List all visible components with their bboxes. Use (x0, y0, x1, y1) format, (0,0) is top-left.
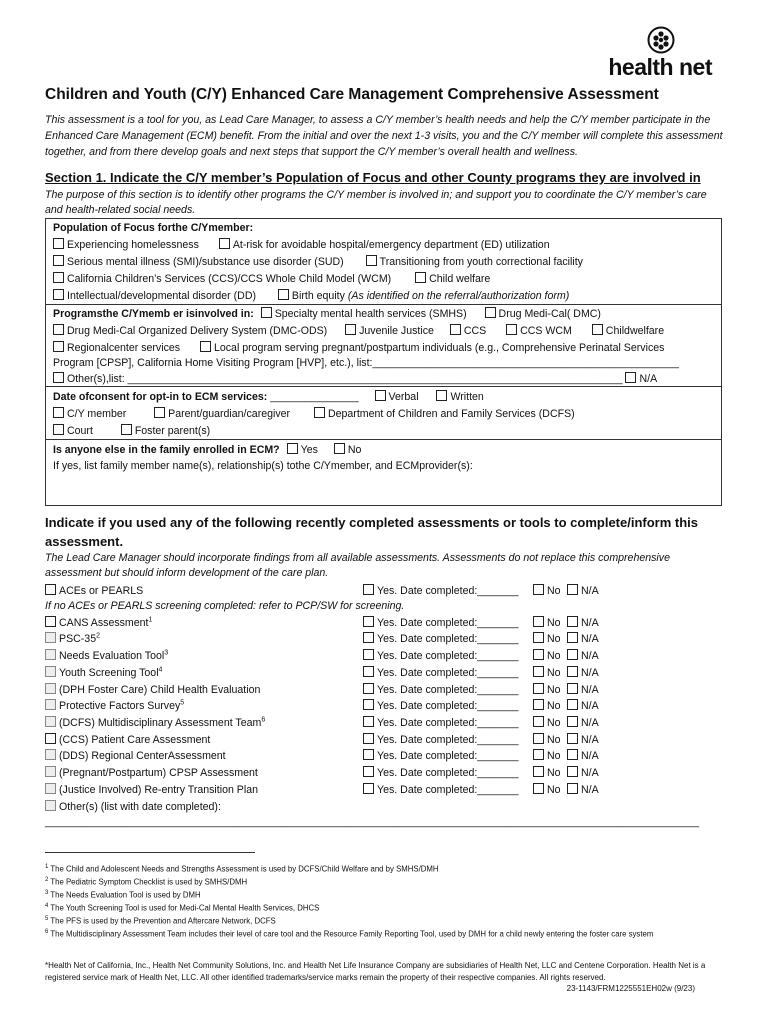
checkbox-regional-center[interactable] (53, 341, 64, 352)
assessment-label: Protective Factors Survey (59, 700, 181, 712)
checkbox-assessment[interactable] (45, 666, 56, 677)
consent-row-3 (53, 424, 210, 437)
no-label: No (547, 717, 561, 729)
assessments-heading: Indicate if you used any of the following recently completed assessments or tools to complete/inform this assessment. (45, 515, 699, 549)
checkbox-dmc[interactable] (485, 307, 496, 318)
checkbox-na[interactable] (567, 584, 578, 595)
label-birth-equity: Birth equity (291, 290, 345, 302)
checkbox-assessment[interactable] (45, 699, 56, 710)
footnote (45, 875, 725, 888)
checkbox-programs-na[interactable] (625, 372, 636, 383)
footnote-number: 5 (45, 916, 49, 922)
assessment-label: (Pregnant/Postpartum) CPSP Assessment (59, 767, 258, 779)
checkbox-written[interactable] (436, 390, 447, 401)
footnote-divider (45, 852, 255, 853)
assessment-row-others (45, 800, 725, 816)
footnote (45, 914, 725, 927)
label-dd: Intellectual/developmental disorder (DD) (67, 290, 257, 302)
checkbox-no[interactable] (533, 683, 544, 694)
checkbox-na[interactable] (567, 733, 578, 744)
assessment-row (45, 699, 725, 715)
checkbox-yes[interactable] (363, 699, 374, 710)
label-ccs: California Children’s Services (CCS)/CCS Whole Child Model (WCM) (67, 273, 392, 285)
assessment-row (45, 749, 725, 765)
assessment-row (45, 649, 725, 665)
checkbox-no[interactable] (533, 733, 544, 744)
checkbox-cy-member[interactable] (53, 407, 64, 418)
na-label: N/A (581, 767, 599, 779)
na-label: N/A (581, 734, 599, 746)
assessment-row (45, 616, 725, 632)
assessments-note: The Lead Care Manager should incorporate findings from all available assessments. Assessments do not replace this comprehensive assessment but should inform development of the care plan. (45, 552, 670, 579)
label-foster-parent: Foster parent(s) (134, 425, 211, 437)
checkbox-no[interactable] (533, 632, 544, 643)
label-program-childwelfare: Childwelfare (605, 325, 665, 337)
yes-date-label: Yes. Date completed:_______ (377, 684, 519, 696)
section1-heading: Section 1. Indicate the C/Y member’s Population of Focus and other County programs they are involved in (45, 170, 701, 185)
birth-equity-note: (As identified on the referral/authorization form) (347, 290, 570, 302)
checkbox-no[interactable] (533, 766, 544, 777)
yes-date-label: Yes. Date completed:_______ (377, 750, 519, 762)
checkbox-family-no[interactable] (334, 443, 345, 454)
checkbox-ccs[interactable] (53, 272, 64, 283)
yes-date-label: Yes. Date completed:_______ (377, 717, 519, 729)
checkbox-assessment[interactable] (45, 584, 56, 595)
assessment-row (45, 683, 725, 699)
assessment-row (45, 716, 725, 732)
checkbox-program-ccs[interactable] (450, 324, 461, 335)
label-cy-member: C/Y member (67, 408, 127, 420)
checkbox-verbal[interactable] (375, 390, 386, 401)
pof-row-4 (53, 289, 569, 302)
yes-date-label: Yes. Date completed:_______ (377, 700, 519, 712)
checkbox-ccs-wcm[interactable] (506, 324, 517, 335)
checkbox-smi[interactable] (53, 255, 64, 266)
label-ed: At-risk for avoidable hospital/emergency department (ED) utilization (232, 239, 550, 251)
assessment-row (45, 766, 725, 782)
footnote-number: 3 (45, 890, 49, 896)
checkbox-no[interactable] (533, 666, 544, 677)
label-court: Court (67, 425, 93, 437)
footnote-ref: 6 (261, 716, 266, 724)
label-programs-na: N/A (639, 373, 658, 385)
na-label: N/A (581, 585, 599, 597)
checkbox-yes[interactable] (363, 649, 374, 660)
label-other-programs: Other(s),list: ____________________________________________________________________________________ (67, 373, 623, 385)
no-label: No (547, 767, 561, 779)
label-correctional: Transitioning from youth correctional facility (379, 256, 583, 268)
assessment-label: Needs Evaluation Tool (59, 650, 165, 662)
consent-label: Date ofconsent for opt-in to ECM services: (53, 391, 268, 403)
checkbox-yes[interactable] (363, 783, 374, 794)
checkbox-na[interactable] (567, 699, 578, 710)
checkbox-no[interactable] (533, 699, 544, 710)
local-program-list[interactable]: Program [CPSP], California Home Visiting Program [HVP], etc.), list:____________________________________________________ (53, 357, 679, 369)
family-box (45, 439, 722, 506)
footnote-text: The Multidisciplinary Assessment Team includes their level of care tool and the Resource Family Reporting Tool, used by DMH for a child newly entering the foster care system (50, 929, 654, 939)
population-of-focus-box (45, 218, 722, 305)
footnote-ref: 4 (158, 666, 163, 674)
section1-purpose: The purpose of this section is to identify other programs the C/Y member is involved in; and support you to coordinate the C/Y member’s care and health-related social needs. (45, 189, 707, 216)
family-question: Is anyone else in the family enrolled in ECM? (53, 444, 280, 456)
assessment-label: PSC-35 (59, 633, 97, 645)
no-label: No (547, 784, 561, 796)
footnote-ref: 3 (164, 649, 169, 657)
yes-date-label: Yes. Date completed:_______ (377, 650, 519, 662)
assessment-row (45, 632, 725, 648)
na-label: N/A (581, 700, 599, 712)
na-label: N/A (581, 617, 599, 629)
yes-date-label: Yes. Date completed:_______ (377, 617, 519, 629)
label-regional-center: Regionalcenter services (67, 342, 181, 354)
yes-date-label: Yes. Date completed:_______ (377, 767, 519, 779)
checkbox-na[interactable] (567, 749, 578, 760)
footnote-number: 4 (45, 903, 49, 909)
pof-row-3 (53, 272, 490, 285)
label-written: Written (450, 391, 484, 403)
brand-name: health net (608, 54, 712, 80)
footnote-number: 1 (45, 864, 49, 870)
checkbox-assessment[interactable] (45, 716, 56, 727)
footnote-ref: 5 (180, 699, 185, 707)
checkbox-local-program[interactable] (200, 341, 211, 352)
no-label: No (547, 684, 561, 696)
checkbox-smhs[interactable] (261, 307, 272, 318)
checkbox-assessment[interactable] (45, 766, 56, 777)
footnote-text: The Child and Adolescent Needs and Strengths Assessment is used by DCFS/Child Welfare and by SMHS/DMH (50, 864, 439, 874)
checkbox-family-yes[interactable] (287, 443, 298, 454)
no-label: No (547, 650, 561, 662)
programs-row-1 (53, 307, 601, 320)
checkbox-court[interactable] (53, 424, 64, 435)
footnote-text: The Youth Screening Tool is used for Medi-Cal Mental Health Services, DHCS (50, 903, 320, 913)
programs-row-2 (53, 324, 664, 337)
footnote (45, 862, 725, 875)
consent-row-2 (53, 407, 575, 420)
checkbox-assessment[interactable] (45, 749, 56, 760)
checkbox-yes[interactable] (363, 733, 374, 744)
footnote (45, 901, 725, 914)
checkbox-child-welfare[interactable] (415, 272, 426, 283)
label-smhs: Specialty mental health services (SMHS) (274, 308, 467, 320)
assessment-label: (DCFS) Multidisciplinary Assessment Team (59, 717, 262, 729)
disclaimer: *Health Net of California, Inc., Health Net Community Solutions, Inc. and Health Net Life Insurance Company are subsidiaries of Health Net, LLC and Centene Corporation. Health Net is a registered service mark of Health Net, LLC. All other identified trademarks/service marks remain the property of their respective companies. All rights reserved. (45, 961, 706, 982)
checkbox-no[interactable] (533, 783, 544, 794)
checkbox-no[interactable] (533, 749, 544, 760)
checkbox-birth-equity[interactable] (278, 289, 289, 300)
footnote-text: The Pediatric Symptom Checklist is used by SMHS/DMH (50, 877, 248, 887)
checkbox-juvenile-justice[interactable] (345, 324, 356, 335)
assessment-row (45, 733, 725, 749)
checkbox-assessment[interactable] (45, 783, 56, 794)
footnote-ref: 1 (148, 616, 153, 624)
checkbox-yes[interactable] (363, 584, 374, 595)
assessment-label: (CCS) Patient Care Assessment (59, 734, 211, 746)
yes-date-label: Yes. Date completed:_______ (377, 667, 519, 679)
na-label: N/A (581, 717, 599, 729)
checkbox-no[interactable] (533, 716, 544, 727)
no-label: No (547, 585, 561, 597)
checkbox-na[interactable] (567, 683, 578, 694)
no-label: No (547, 633, 561, 645)
footnote-text: The PFS is used by the Prevention and Aftercare Network, DCFS (50, 916, 276, 926)
checkbox-dcfs[interactable] (314, 407, 325, 418)
footnote-number: 2 (45, 877, 49, 883)
yes-date-label: Yes. Date completed:_______ (377, 734, 519, 746)
yes-date-label: Yes. Date completed:_______ (377, 585, 519, 597)
other-assessment-line[interactable]: _______________________________________________________________________________________________________________ (45, 816, 699, 828)
consent-date-field[interactable]: _______________ (270, 391, 359, 403)
checkbox-yes[interactable] (363, 766, 374, 777)
consent-row-1 (53, 390, 484, 403)
health-net-logo-icon (647, 26, 675, 54)
label-dmc-ods: Drug Medi-Cal Organized Delivery System (DMC-ODS) (67, 325, 328, 337)
label-verbal: Verbal (388, 391, 419, 403)
checkbox-yes[interactable] (363, 749, 374, 760)
na-label: N/A (581, 650, 599, 662)
checkbox-assessment[interactable] (45, 649, 56, 660)
checkbox-yes[interactable] (363, 683, 374, 694)
checkbox-assessment[interactable] (45, 616, 56, 627)
programs-box (45, 304, 722, 387)
checkbox-no[interactable] (533, 616, 544, 627)
checkbox-yes[interactable] (363, 666, 374, 677)
pof-label: Population of Focus forthe C/Ymember: (53, 222, 254, 234)
footnote-number: 6 (45, 929, 49, 935)
checkbox-na[interactable] (567, 649, 578, 660)
na-label: N/A (581, 684, 599, 696)
label-dmc: Drug Medi-Cal( DMC) (498, 308, 601, 320)
checkbox-foster-parent[interactable] (121, 424, 132, 435)
checkbox-na[interactable] (567, 616, 578, 627)
intro-text: This assessment is a tool for you, as Lead Care Manager, to assess a C/Y member’s health needs and help the C/Y member participate in the Enhanced Care Management (ECM) benefit. From the initial and over the next 1-3 visits, you and the C/Y member will complete this assessment together, and from there develop goals and next steps that support the C/Y member’s overall health and wellness. (45, 114, 723, 158)
checkbox-yes[interactable] (363, 616, 374, 627)
assessment-label: (DDS) Regional CenterAssessment (59, 750, 226, 762)
checkbox-ed[interactable] (219, 238, 230, 249)
checkbox-na[interactable] (567, 666, 578, 677)
no-label: No (547, 750, 561, 762)
na-label: N/A (581, 633, 599, 645)
programs-row-3 (53, 341, 664, 354)
page-title: Children and Youth (C/Y) Enhanced Care Management Comprehensive Assessment (45, 86, 659, 103)
assessment-label: ACEs or PEARLS (59, 585, 144, 597)
pof-row-2 (53, 255, 583, 268)
no-label: No (547, 734, 561, 746)
label-program-ccs: CCS (463, 325, 487, 337)
na-label: N/A (581, 784, 599, 796)
checkbox-program-childwelfare[interactable] (592, 324, 603, 335)
checkbox-homelessness[interactable] (53, 238, 64, 249)
checkbox-assessment[interactable] (45, 683, 56, 694)
checkbox-dd[interactable] (53, 289, 64, 300)
checkbox-yes[interactable] (363, 632, 374, 643)
assessment-label: (DPH Foster Care) Child Health Evaluation (59, 684, 261, 696)
label-dcfs: Department of Children and Family Services (DCFS) (327, 408, 575, 420)
checkbox-assessment[interactable] (45, 733, 56, 744)
no-label: No (547, 617, 561, 629)
assessment-label: CANS Assessment (59, 617, 149, 629)
label-ccs-wcm: CCS WCM (520, 325, 572, 337)
label-parent: Parent/guardian/caregiver (168, 408, 291, 420)
aces-referral-note: If no ACEs or PEARLS screening completed: refer to PCP/SW for screening. (45, 600, 405, 612)
checkbox-yes[interactable] (363, 716, 374, 727)
family-list-prompt: If yes, list family member name(s), relationship(s) tothe C/Ymember, and ECMprovider(s): (53, 460, 473, 472)
assessment-row (45, 584, 725, 600)
assessment-row (45, 666, 725, 682)
checkbox-na[interactable] (567, 766, 578, 777)
yes-date-label: Yes. Date completed:_______ (377, 784, 519, 796)
checkbox-na[interactable] (567, 632, 578, 643)
label-child-welfare: Child welfare (429, 273, 491, 285)
label-juvenile-justice: Juvenile Justice (359, 325, 434, 337)
no-label: No (547, 700, 561, 712)
footnote (45, 888, 725, 901)
checkbox-parent[interactable] (154, 407, 165, 418)
checkbox-correctional[interactable] (366, 255, 377, 266)
checkbox-dmc-ods[interactable] (53, 324, 64, 335)
label-other-assessment: Other(s) (list with date completed): (59, 801, 221, 813)
footnote-ref: 2 (96, 632, 100, 640)
checkbox-other-programs[interactable] (53, 372, 64, 383)
label-family-no: No (347, 444, 362, 456)
label-homelessness: Experiencing homelessness (67, 239, 199, 251)
label-family-yes: Yes (300, 444, 318, 456)
yes-date-label: Yes. Date completed:_______ (377, 633, 519, 645)
programs-row-5 (53, 372, 657, 385)
pof-row-1 (53, 238, 550, 251)
assessment-label: Youth Screening Tool (59, 667, 159, 679)
health-net-logo (602, 26, 712, 80)
checkbox-na[interactable] (567, 716, 578, 727)
consent-box (45, 386, 722, 440)
assessment-label: (Justice Involved) Re-entry Transition Plan (59, 784, 259, 796)
checkbox-no[interactable] (533, 584, 544, 595)
form-number: 23-1143/FRM1225551EH02w (9/23) (566, 984, 695, 993)
checkbox-na[interactable] (567, 783, 578, 794)
family-row-1 (53, 443, 361, 456)
footnote (45, 927, 725, 940)
na-label: N/A (581, 667, 599, 679)
checkbox-assessment[interactable] (45, 632, 56, 643)
label-smi: Serious mental illness (SMI)/substance use disorder (SUD) (67, 256, 344, 268)
programs-label: Programsthe C/Ymemb er isinvolved in: (53, 308, 254, 320)
no-label: No (547, 667, 561, 679)
assessment-row (45, 783, 725, 799)
checkbox-no[interactable] (533, 649, 544, 660)
label-local-program: Local program serving pregnant/postpartum individuals (e.g., Comprehensive Perinatal Services (213, 342, 665, 354)
footnote-text: The Needs Evaluation Tool is used by DMH (50, 890, 201, 900)
na-label: N/A (581, 750, 599, 762)
checkbox-other-assessment[interactable] (45, 800, 56, 811)
